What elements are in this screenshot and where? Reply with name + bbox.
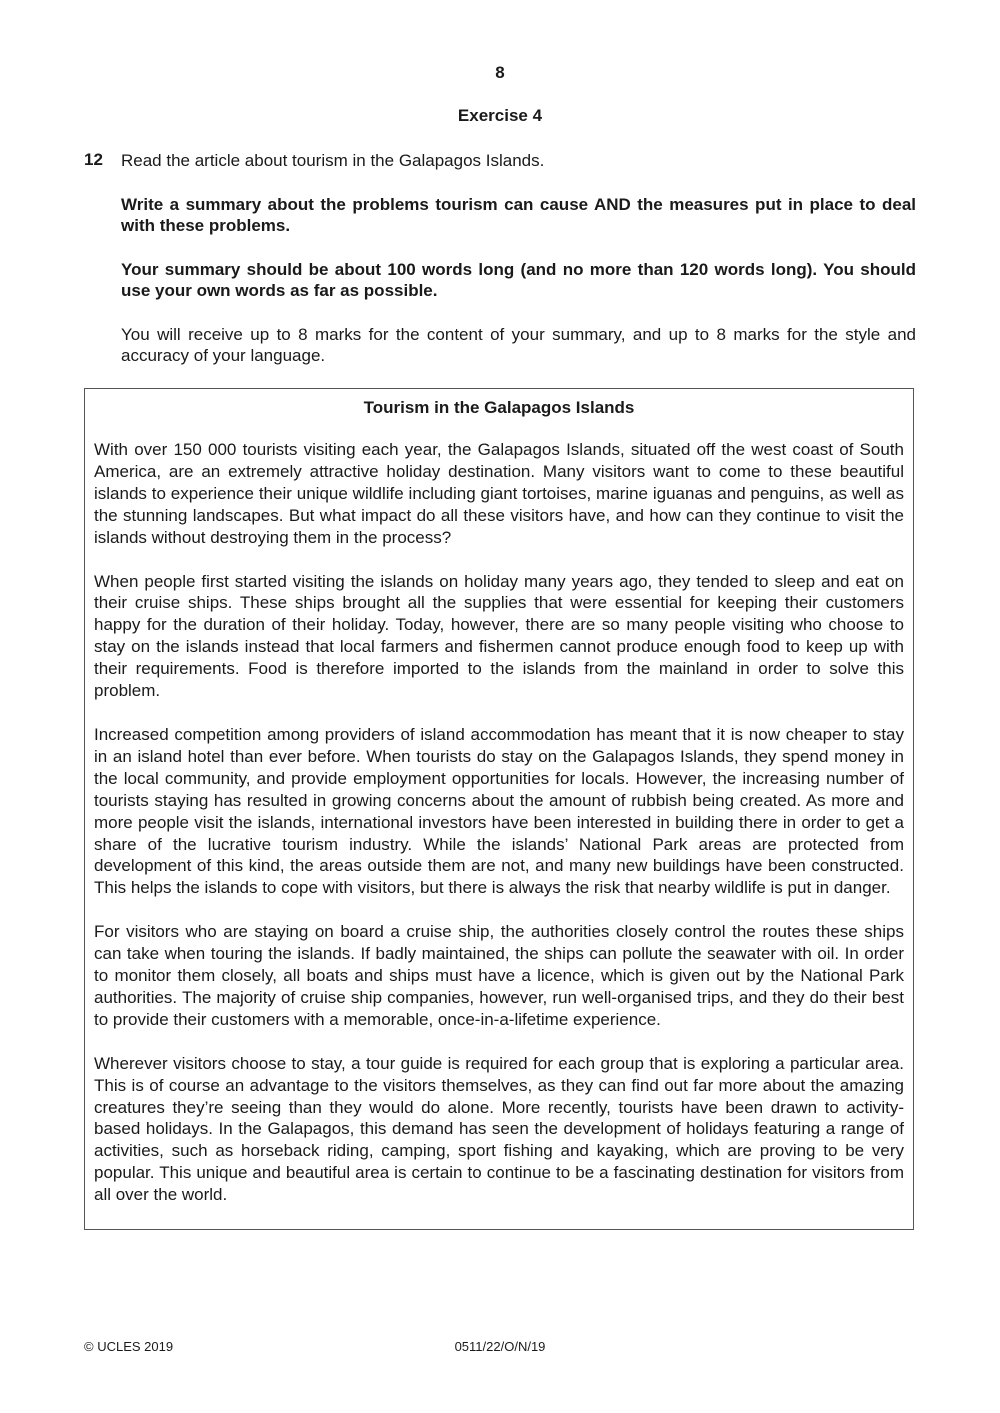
article-paragraph-4: For visitors who are staying on board a cruise ship, the authorities closely control the routes these ships can take when touring the islands. If badly maintained, the ships can pollute the seawater with oil. In order to monitor them closely, all boats and ships must have a licence, which is given out by the National Park authorities. The majority of cruise ship companies, however, run well-organised trips, and they do their best to provide their customers with a memorable, once-in-a-lifetime experience. xyxy=(94,922,904,1029)
article-paragraph-5: Wherever visitors choose to stay, a tour guide is required for each group that is exploring a particular area. This is of course an advantage to the visitors themselves, as they can find out far more about the amazing creatures they’re seeing than they would do alone. More recently, tourists have been drawn to activity-based holidays. In the Galapagos, this demand has seen the development of holidays featuring a range of activities, such as horseback riding, camping, sport fishing and kayaking, which are proving to be very popular. This unique and beautiful area is certain to continue to be a fascinating destination for visitors from all over the world. xyxy=(94,1053,904,1205)
question-intro: Read the article about tourism in the Galapagos Islands. xyxy=(121,151,545,170)
article-title: Tourism in the Galapagos Islands xyxy=(363,398,635,417)
question-block xyxy=(121,150,916,389)
question-number: 12 xyxy=(84,150,103,169)
question-instruction-summary: Write a summary about the problems tourism can cause AND the measures put in place to deal with these problems. xyxy=(121,194,916,235)
article-paragraph-2: When people first started visiting the islands on holiday many years ago, they tended to sleep and eat on their cruise ships. These ships brought all the supplies that were essential for keeping their customers happy for the duration of their holiday. Today, however, there are so many people visiting who choose to stay on the islands instead that local farmers and fishermen cannot produce enough food to keep up with their requirements. Food is therefore imported to the islands from the mainland in order to solve this problem. xyxy=(94,571,904,701)
article-paragraph-1: With over 150 000 tourists visiting each year, the Galapagos Islands, situated off the west coast of South America, are an extremely attractive holiday destination. Many visitors want to come to these beautiful islands to experience their unique wildlife including giant tortoises, marine iguanas and penguins, as well as the stunning landscapes. But what impact do all these visitors have, and how can they continue to visit the islands without destroying them in the process? xyxy=(94,440,904,547)
exercise-title: Exercise 4 xyxy=(457,106,543,125)
article-paragraph-3: Increased competition among providers of island accommodation has meant that it is now cheaper to stay in an island hotel than ever before. When tourists do stay on the Galapagos Islands, they spend money in the local community, and provide employment opportunities for locals. However, the increasing number of tourists staying has resulted in growing concerns about the amount of rubbish being created. As more and more people visit the islands, international investors have been interested in building there in order to get a share of the lucrative tourism industry. While the islands’ National Park areas are protected from development of this kind, the areas outside them are not, and many new buildings have been constructed. This helps the islands to cope with visitors, but there is always the risk that nearby wildlife is put in danger. xyxy=(94,724,904,898)
footer-copyright: © UCLES 2019 xyxy=(84,1339,174,1354)
footer-paper-code: 0511/22/O/N/19 xyxy=(454,1339,546,1354)
question-instruction-length: Your summary should be about 100 words long (and no more than 120 words long). You should use your own words as far as possible. xyxy=(121,259,916,300)
page-number: 8 xyxy=(495,63,505,82)
question-marks-note: You will receive up to 8 marks for the content of your summary, and up to 8 marks for the style and accuracy of your language. xyxy=(121,324,916,365)
article-box xyxy=(84,388,914,1230)
